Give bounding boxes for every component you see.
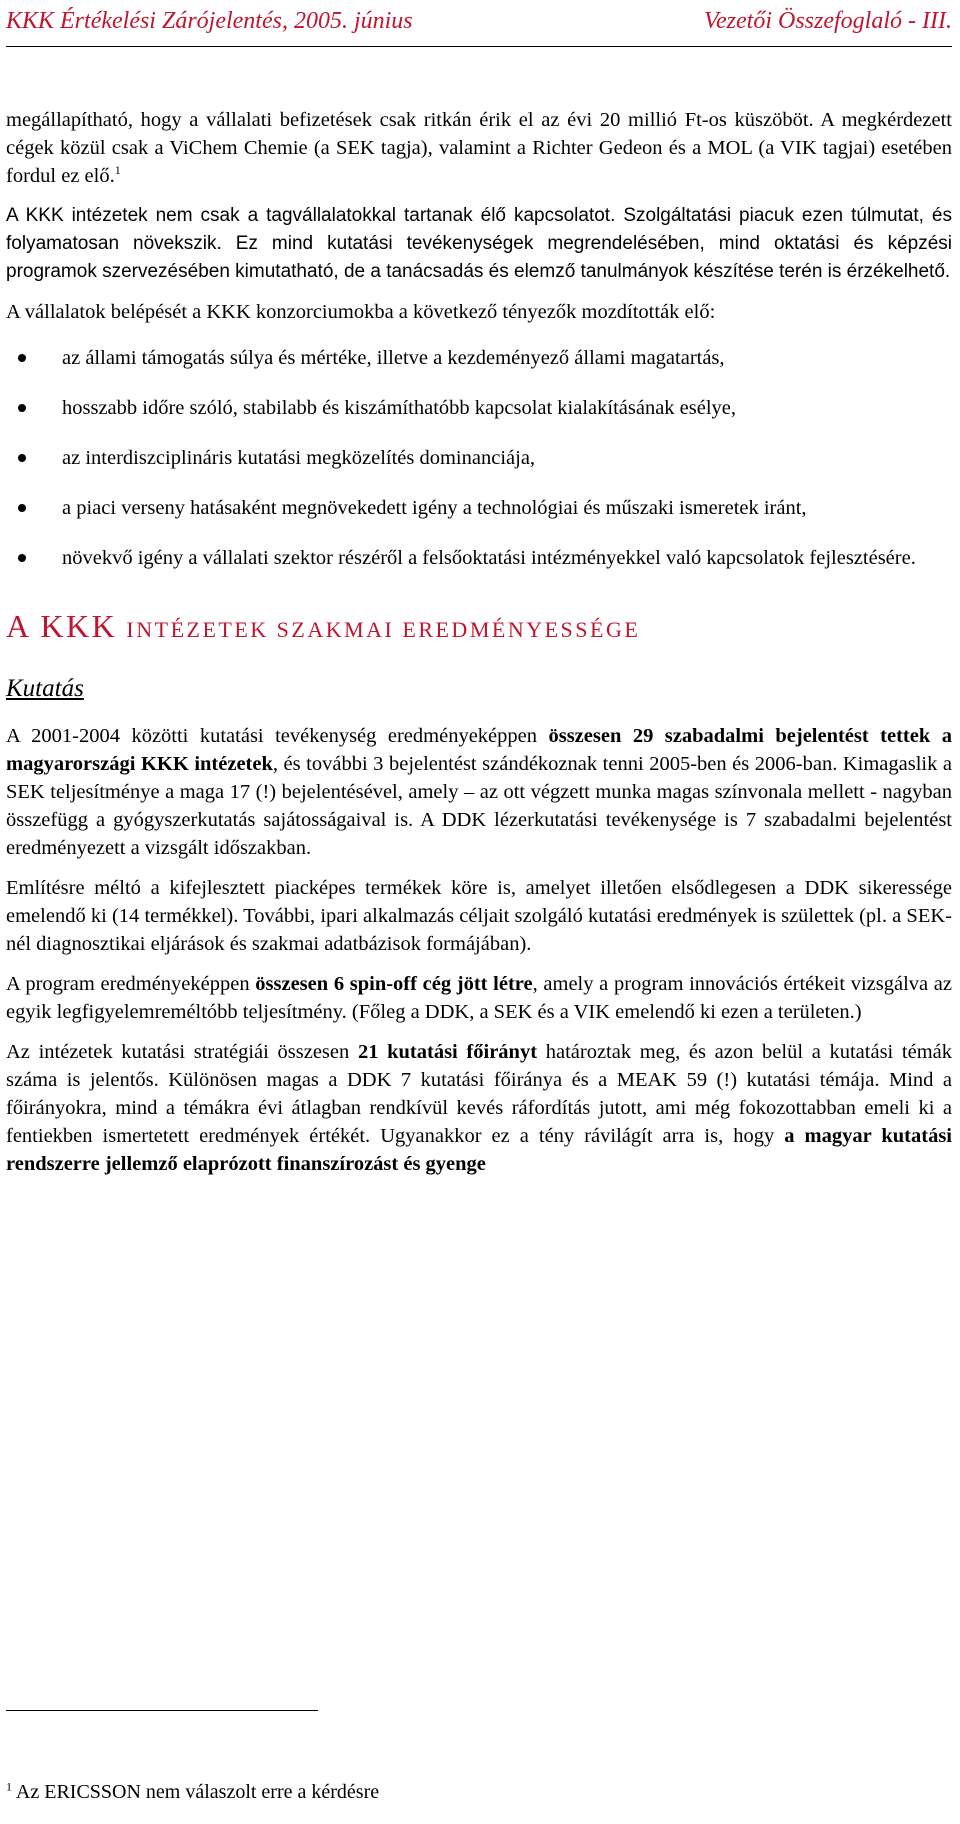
paragraph-products: Említésre méltó a kifejlesztett piacképes termékek köre is, amelyet illetően elsődlegesen a DDK sikeressége emelendő ki (14 termékkel). További, ipari alkalmazás céljait szolgáló kutatási eredmények is születtek (pl. a SEK-nél diagnosztikai eljárások és szakmai adatbázisok formájában).: [6, 877, 952, 955]
page-header: [6, 4, 952, 47]
footnote-ref[interactable]: 1: [114, 163, 121, 178]
bullet-icon: [18, 554, 26, 562]
list-item: növekvő igény a vállalati szektor részéről a felsőoktatási intézményekkel való kapcsolatok fejlesztésére.: [6, 544, 952, 572]
page-content: [6, 106, 952, 1190]
list-item: hosszabb időre szóló, stabilabb és kiszámíthatóbb kapcsolat kialakításának esélye,: [6, 394, 952, 422]
section-heading: A KKK INTÉZETEK SZAKMAI EREDMÉNYESSÉGE: [6, 608, 641, 644]
paragraph-spinoffs: A program eredményeképpen összesen 6 spin-off cég jött létre, amely a program innovációs értékeit vizsgálva az egyik legfigyelemreméltóbb teljesítmény. (Főleg a DDK, a SEK és a VIK emelendő ki ezen a területen.): [6, 973, 952, 1023]
list-item: a piaci verseny hatásaként megnövekedett igény a technológiai és műszaki ismeretek iránt,: [6, 494, 952, 522]
bullet-icon: [18, 354, 26, 362]
bullet-icon: [18, 454, 26, 462]
paragraph-research-directions: Az intézetek kutatási stratégiái összesen 21 kutatási főirányt határoztak meg, és azon belül a kutatási témák száma is jelentős. Különösen magas a DDK 7 kutatási főiránya és a MEAK 59 (!) kutatási témája. Mind a főirányokra, mind a témákra évi átlagban rendkívül kevés ráfordítás jutott, ami még fokozottabban emeli ki a fentiekben ismertetett eredmények értékét. Ugyanakkor ez a tény rávilágít arra is, hogy a magyar kutatási rendszerre jellemző elaprózott finanszírozást és gyenge: [6, 1041, 953, 1175]
list-item: az állami támogatás súlya és mértéke, illetve a kezdeményező állami magatartás,: [6, 344, 952, 372]
header-section-title: Vezetői Összefoglaló - III.: [704, 8, 952, 34]
header-report-title: KKK Értékelési Zárójelentés, 2005. június: [6, 8, 413, 34]
paragraph-factors-intro: A vállalatok belépését a KKK konzorciumokba a következő tényezők mozdították elő:: [6, 301, 716, 323]
paragraph-patents: A 2001-2004 közötti kutatási tevékenység eredményeképpen összesen 29 szabadalmi bejelentést tettek a magyarországi KKK intézetek, és további 3 bejelentést szándékoznak tenni 2005-ben és 2006-ban. Kimagaslik a SEK teljesítménye a maga 17 (!) bejelentésével, amely – az ott végzett munka magas színvonala mellett - nagyban összefügg a gyógyszerkutatás sajátosságaival is. A DDK lézerkutatási tevékenysége is 7 szabadalmi bejelentést eredményezett a vizsgált időszakban.: [6, 725, 952, 859]
paragraph-services: A KKK intézetek nem csak a tagvállalatokkal tartanak élő kapcsolatot. Szolgáltatási piacuk ezen túlmutat, és folyamatosan növekszik. Ez mind kutatási tevékenységek megrendelésében, mind oktatási és képzési programok szervezésében kimutatható, de a tanácsadás és elemző tanulmányok készítése terén is érzékelhető.: [6, 205, 952, 282]
paragraph-payments: megállapítható, hogy a vállalati befizetések csak ritkán érik el az évi 20 millió Ft-os küszöböt. A megkérdezett cégek közül csak a ViChem Chemie (a SEK tagja), valamint a Richter Gedeon és a MOL (a VIK tagjai) esetében fordul ez elő.$^1$: [6, 109, 952, 187]
bullet-icon: [18, 404, 26, 412]
footnote-separator: [6, 1710, 318, 1711]
subheading-research: Kutatás: [6, 675, 84, 702]
factors-list: [6, 344, 952, 572]
footnote: $^1$ Az ERICSSON nem válaszolt erre a kérdésre: [6, 1779, 380, 1803]
list-item: az interdiszciplináris kutatási megközelítés dominanciája,: [6, 444, 952, 472]
bullet-icon: [18, 504, 26, 512]
